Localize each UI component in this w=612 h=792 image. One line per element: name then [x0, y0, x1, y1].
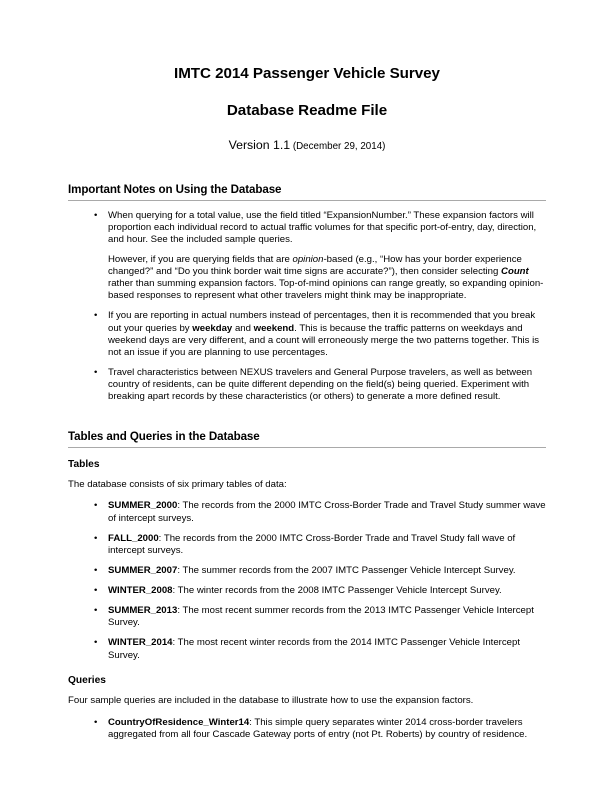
version-date [290, 141, 385, 152]
table-name: WINTER_2008 [108, 585, 173, 597]
note-bullet-3-text: Travel characteristics between NEXUS travelers and General Purpose travelers, as well as between country of residents, can be quite different depending on the field(s) being queried. Experiment with breaking apart records by these characteristics (or others) to generate a more defined result. [108, 366, 533, 403]
document-version-line [68, 139, 546, 152]
table-row [68, 565, 546, 577]
table-row [68, 637, 546, 661]
section-heading-important-notes: Important Notes on Using the Database [68, 183, 546, 200]
table-row [68, 533, 546, 557]
query-name: CountryOfResidence_Winter14 [108, 716, 250, 728]
bullet-icon: • [94, 585, 98, 597]
tables-list [68, 500, 546, 661]
version-date-text: (December 29, 2014) [292, 141, 386, 153]
list-item [68, 310, 546, 359]
emphasis-weekday: weekday [192, 322, 233, 334]
cont-mid: -based (e.g., “How has your border experience changed?” and “Do you think border wait time signs are accurate?”), then consider selecting [108, 253, 522, 278]
list-item [68, 210, 546, 246]
bullet-icon: • [94, 637, 98, 649]
queries-list [68, 717, 546, 741]
document-title-line1: IMTC 2014 Passenger Vehicle Survey [174, 65, 440, 82]
table-row [68, 500, 546, 524]
list-spacer [68, 597, 546, 605]
note-bullet-1-continuation [68, 254, 546, 303]
emphasis-count: Count [501, 266, 529, 278]
note-bullet-2-mid: and [232, 322, 254, 334]
list-spacer [68, 525, 546, 533]
subheading-tables: Tables [68, 458, 100, 470]
table-name: WINTER_2014 [108, 637, 173, 649]
bullet-icon: • [94, 716, 98, 728]
table-description: : The records from the 2000 IMTC Cross-Border Trade and Travel Study summer wave of intercept surveys. [108, 500, 546, 524]
tables-intro-text: The database consists of six primary tables of data: [68, 479, 287, 491]
bullet-icon: • [94, 605, 98, 617]
bullet-icon: • [94, 564, 98, 576]
query-row [68, 717, 546, 741]
section-heading-tables-queries: Tables and Queries in the Database [68, 430, 546, 447]
important-notes-list-2 [68, 310, 546, 359]
list-spacer [68, 557, 546, 565]
subheading-queries: Queries [68, 674, 106, 686]
version-label: Version 1.1 [228, 138, 291, 153]
list-spacer [68, 577, 546, 585]
table-name: FALL_2000 [108, 532, 159, 544]
cont-post: rather than summing expansion factors. Top-of-mind opinions can range greatly, so expanding opinion-based responses to represent what other travelers might think may be inappropriate. [108, 278, 544, 302]
page-content [68, 66, 546, 741]
table-row [68, 605, 546, 629]
note-bullet-2-post: . This is because the traffic patterns on weekdays and weekend days are very different, and a count will erroneously merge the two patterns together. This is not an issue if you are planning to use percentages. [108, 322, 540, 358]
important-notes-list [68, 210, 546, 246]
table-row [68, 585, 546, 597]
list-item [68, 367, 546, 403]
bullet-icon: • [94, 310, 98, 322]
query-description: : This simple query separates winter 2014 cross-border travelers aggregated from all four Cascade Gateway ports of entry (not Pt. Roberts) by country of residence. [108, 716, 528, 740]
bullet-icon: • [94, 209, 98, 221]
table-name: SUMMER_2007 [108, 564, 178, 576]
cont-pre: However, if you are querying fields that are [108, 253, 293, 265]
emphasis-weekend: weekend [253, 322, 295, 334]
bullet-icon: • [94, 366, 98, 378]
table-description: : The most recent summer records from the 2013 IMTC Passenger Vehicle Intercept Survey. [108, 605, 534, 629]
note-bullet-1-text: When querying for a total value, use the field titled “ExpansionNumber.” These expansion factors will proportion each individual record to actual traffic volumes for that specific port-of-entry, day, direction, and hour. See the included sample queries. [108, 209, 537, 245]
queries-intro-text: Four sample queries are included in the database to illustrate how to use the expansion factors. [68, 695, 474, 707]
table-name: SUMMER_2013 [108, 605, 178, 617]
emphasis-opinion: opinion [292, 253, 324, 265]
note-bullet-2-pre: If you are reporting in actual numbers instead of percentages, then it is recommended that you break out your queries by [108, 310, 536, 334]
table-description: : The most recent winter records from the 2014 IMTC Passenger Vehicle Intercept Survey. [108, 637, 521, 661]
list-spacer [68, 629, 546, 637]
table-name: SUMMER_2000 [108, 500, 178, 512]
bullet-icon: • [94, 500, 98, 512]
table-description: : The winter records from the 2008 IMTC Passenger Vehicle Intercept Survey. [172, 585, 502, 597]
bullet-icon: • [94, 532, 98, 544]
important-notes-list-3 [68, 367, 546, 403]
table-description: : The records from the 2000 IMTC Cross-Border Trade and Travel Study fall wave of intercept surveys. [108, 532, 516, 556]
table-description: : The summer records from the 2007 IMTC Passenger Vehicle Intercept Survey. [177, 564, 516, 576]
document-title-line2: Database Readme File [226, 102, 388, 120]
